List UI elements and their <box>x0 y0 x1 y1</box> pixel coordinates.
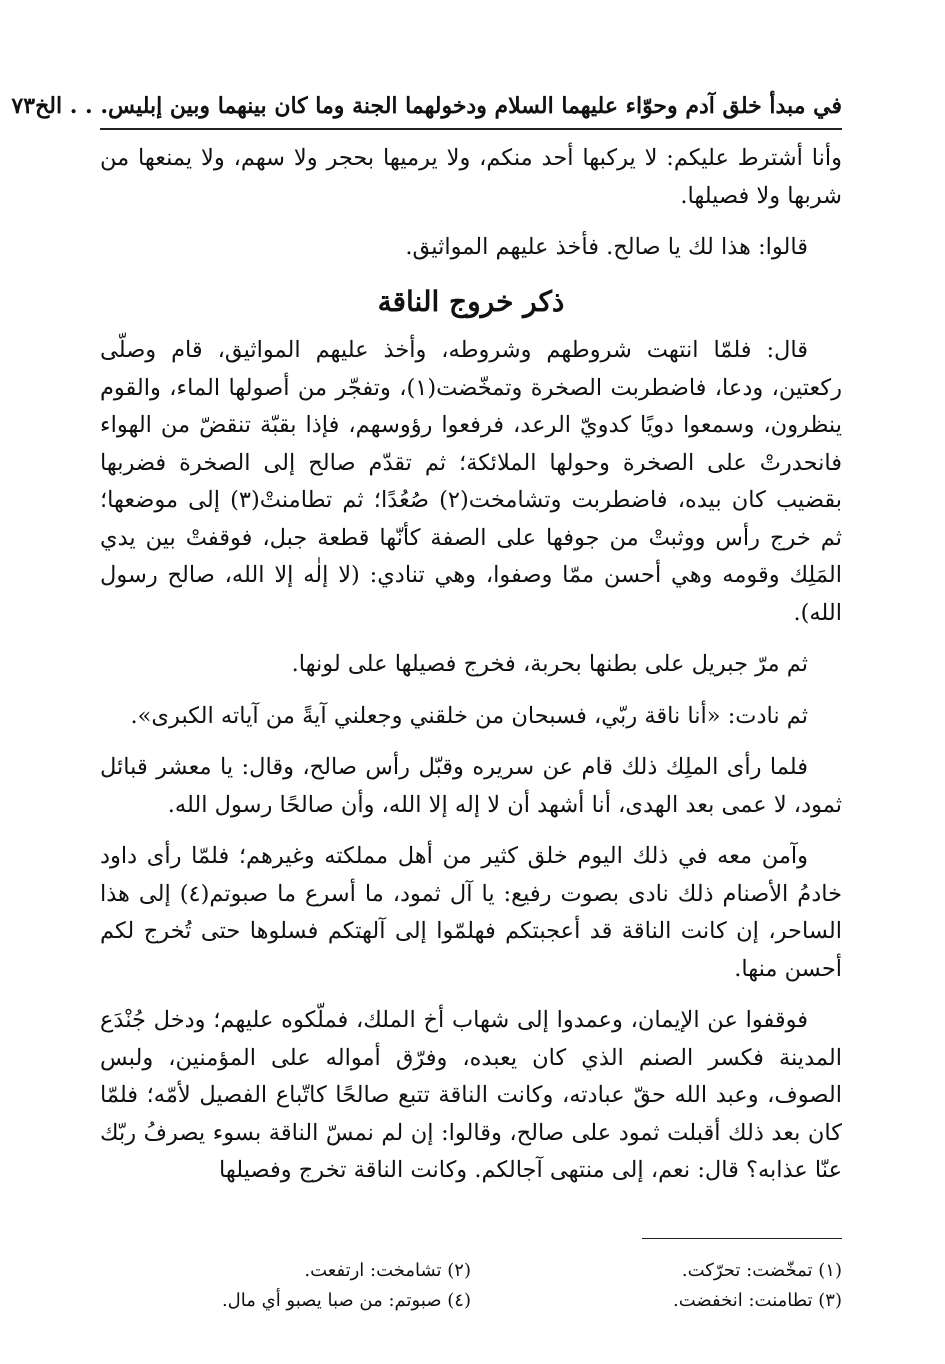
section-title: ذكر خروج الناقة <box>377 284 565 318</box>
body-text <box>100 140 842 1190</box>
book-page <box>11 80 842 1340</box>
paragraph: فوقفوا عن الإيمان، وعمدوا إلى شهاب أخ الملك، فملّكوه عليهم؛ ودخل جُنْدَع المدينة فكسر الصنم الذي كان يعبده، وفرّق أمواله على المؤمنين، ولبس الصوف، وعبد الله حقّ عبادته، وكانت الناقة تتبع صالحًا كاتّباع الفصيل لأمّه؛ فلمّا كان بعد ذلك أقبلت ثمود على صالح، وقالوا: إن لم نمسّ الناقة بسوء يصرفُ ربّك عنّا عذابه؟ قال: نعم، إلى منتهى آجالكم. وكانت الناقة تخرج وفصيلها <box>100 1007 842 1183</box>
paragraph: قال: فلمّا انتهت شروطهم وشروطه، وأخذ عليهم المواثيق، قام وصلّى ركعتين، ودعا، فاضطربت الصخرة وتمخّضت(١)، وتفجّر من أصولها الماء، والقوم ينظرون، وسمعوا دويًا كدويّ الرعد، فرفعوا رؤوسهم، فإذا بقبّة تنقضّ من الهواء فانحدرتْ على الصخرة وحولها الملائكة؛ ثم تقدّم صالح إلى الصخرة فضربها بقضيب كان بيده، فاضطربت وتشامخت(٢) صُعُدًا؛ ثم تطامنتْ(٣) إلى موضعها؛ ثم خرج رأس ووثبتْ من جوفها على الصفة كأنّها قطعة جبل، فوقفتْ بين يدي المَلِك وقومه وهي أحسن ممّا وصفوا، وهي تنادي: (لا إلٰه إلا الله، صالح رسول الله). <box>100 337 842 626</box>
paragraph: ثم نادت: «أنا ناقة ربّي، فسبحان من خلقني وجعلني آيةً من آياته الكبرى». <box>130 702 808 729</box>
footnote-rule <box>642 1238 842 1239</box>
paragraph: ثم مرّ جبريل على بطنها بحربة، فخرج فصيلها على لونها. <box>291 651 808 677</box>
running-header <box>11 88 842 124</box>
header-title: في مبدأ خلق آدم وحوّاء عليهما السلام ودخولهما الجنة وما كان بينهما وبين إبليس. . . الخ <box>35 93 842 119</box>
footnote: (٣) تطامنت: انخفضت. <box>673 1290 842 1311</box>
page-number: ٧٣ <box>11 93 36 119</box>
paragraph: وآمن معه في ذلك اليوم خلق كثير من أهل مملكته وغيرهم؛ فلمّا رأى داود خادمُ الأصنام ذلك نادى بصوت رفيع: يا آل ثمود، ما أسرع ما صبوتم(٤) إلى هذا الساحر، إن كانت الناقة قد أعجبتكم فهلمّوا إلى آلهتكم فسلوها حتى تُخرج لكم أحسن منها. <box>100 843 842 982</box>
footnote: (٤) صبوتم: من صبا يصبو أي مال. <box>221 1290 471 1311</box>
paragraph: قالوا: هذا لك يا صالح. فأخذ عليهم المواثيق. <box>405 234 808 260</box>
paragraph: فلما رأى الملِك ذلك قام عن سريره وقبّل رأس صالح، وقال: يا معشر قبائل ثمود، لا عمى بعد الهدى، أنا أشهد أن لا إله إلا الله، وأن صالحًا رسول الله. <box>100 754 842 818</box>
footnote: (١) تمخّضت: تحرّكت. <box>681 1260 842 1281</box>
footnotes <box>100 1256 842 1316</box>
footnote: (٢) تشامخت: ارتفعت. <box>304 1260 471 1281</box>
header-rule <box>100 128 842 130</box>
paragraph: وأنا أشترط عليكم: لا يركبها أحد منكم، ولا يرميها بحجر ولا سهم، ولا يمنعها من شربها ولا فصيلها. <box>100 145 842 209</box>
